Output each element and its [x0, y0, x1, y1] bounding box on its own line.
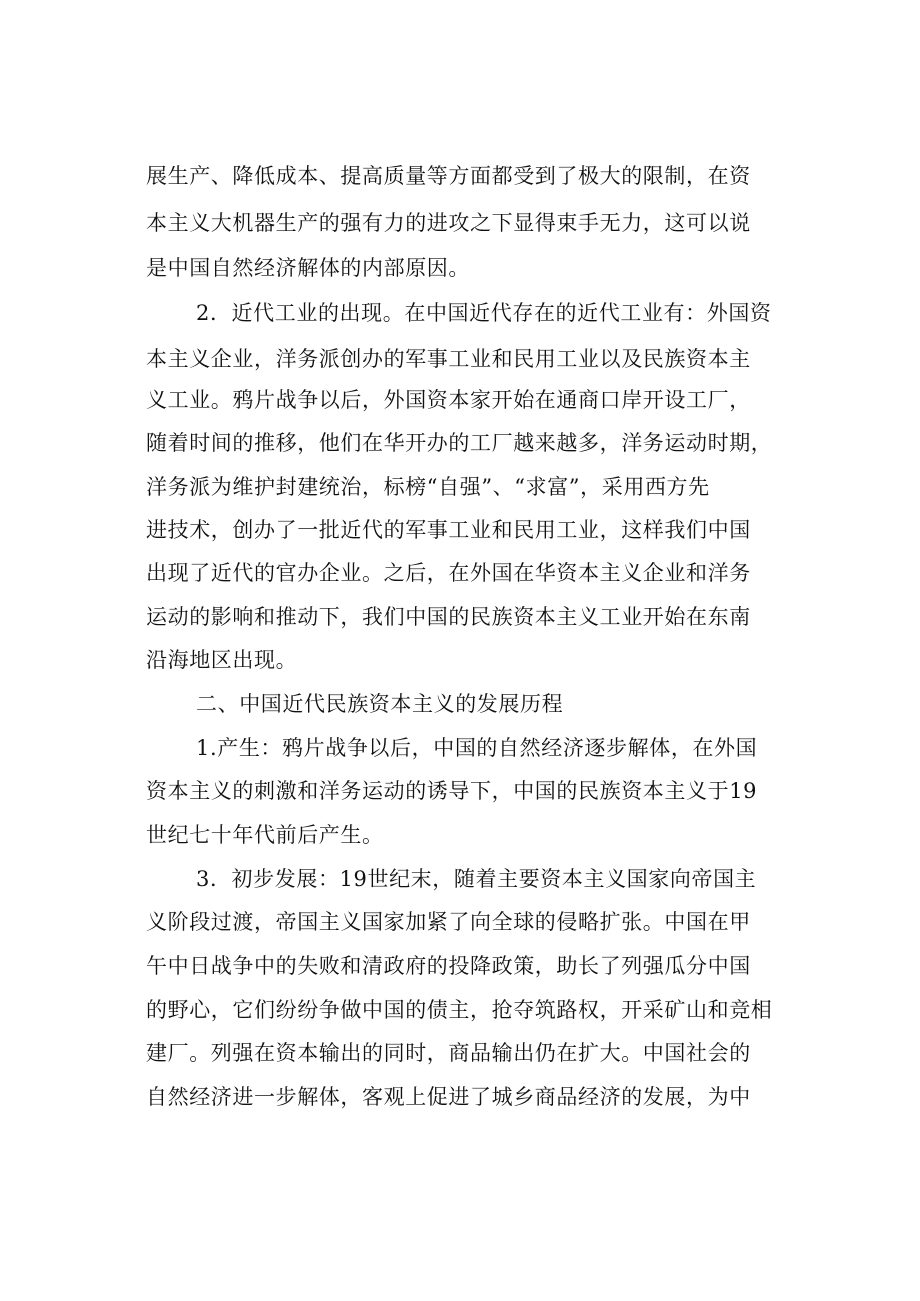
text-line: 运动的影响和推动下，我们中国的民族资本主义工业开始在东南: [146, 605, 751, 629]
text-line: 是中国自然经济解体的内部原因。: [146, 256, 470, 280]
text-line: 展生产、降低成本、提高质量等方面都受到了极大的限制，在资: [146, 164, 751, 188]
text-line: 自然经济进一步解体，客观上促进了城乡商品经济的发展，为中: [146, 1085, 751, 1109]
text-line: 的野心，它们纷纷争做中国的债主，抢夺筑路权，开采矿山和竞相: [146, 998, 773, 1022]
text-line: 世纪七十年代前后产生。: [146, 823, 384, 847]
text-line: 1.产生：鸦片战争以后，中国的自然经济逐步解体，在外国: [196, 736, 758, 760]
text-line: 本主义大机器生产的强有力的进攻之下显得束手无力，这可以说: [146, 211, 751, 235]
text-line: 建厂。列强在资本输出的同时，商品输出仍在扩大。中国社会的: [146, 1041, 751, 1065]
text-line: 2．近代工业的出现。在中国近代存在的近代工业有：外国资: [196, 301, 772, 325]
text-line: 本主义企业，洋务派创办的军事工业和民用工业以及民族资本主: [146, 347, 751, 371]
text-line: 午中日战争中的失败和清政府的投降政策，助长了列强瓜分中国: [146, 954, 751, 978]
text-line: 进技术，创办了一批近代的军事工业和民用工业，这样我们中国: [146, 518, 751, 542]
text-line: 沿海地区出现。: [146, 648, 298, 672]
text-line: 出现了近代的官办企业。之后，在外国在华资本主义企业和洋务: [146, 561, 751, 585]
text-line: 随着时间的推移，他们在华开办的工厂越来越多，洋务运动时期，: [146, 431, 773, 455]
text-line: 义工业。鸦片战争以后，外国资本家开始在通商口岸开设工厂，: [146, 388, 751, 412]
text-line: 义阶段过渡，帝国主义国家加紧了向全球的侵略扩张。中国在甲: [146, 910, 751, 934]
text-line: 资本主义的刺激和洋务运动的诱导下，中国的民族资本主义于19: [146, 779, 758, 803]
text-line: 3．初步发展：19世纪末，随着主要资本主义国家向帝国主: [196, 867, 757, 891]
section-heading: 二、中国近代民族资本主义的发展历程: [196, 692, 564, 716]
text-line: 洋务派为维护封建统治，标榜“自强”、“求富”，采用西方先: [146, 475, 710, 499]
